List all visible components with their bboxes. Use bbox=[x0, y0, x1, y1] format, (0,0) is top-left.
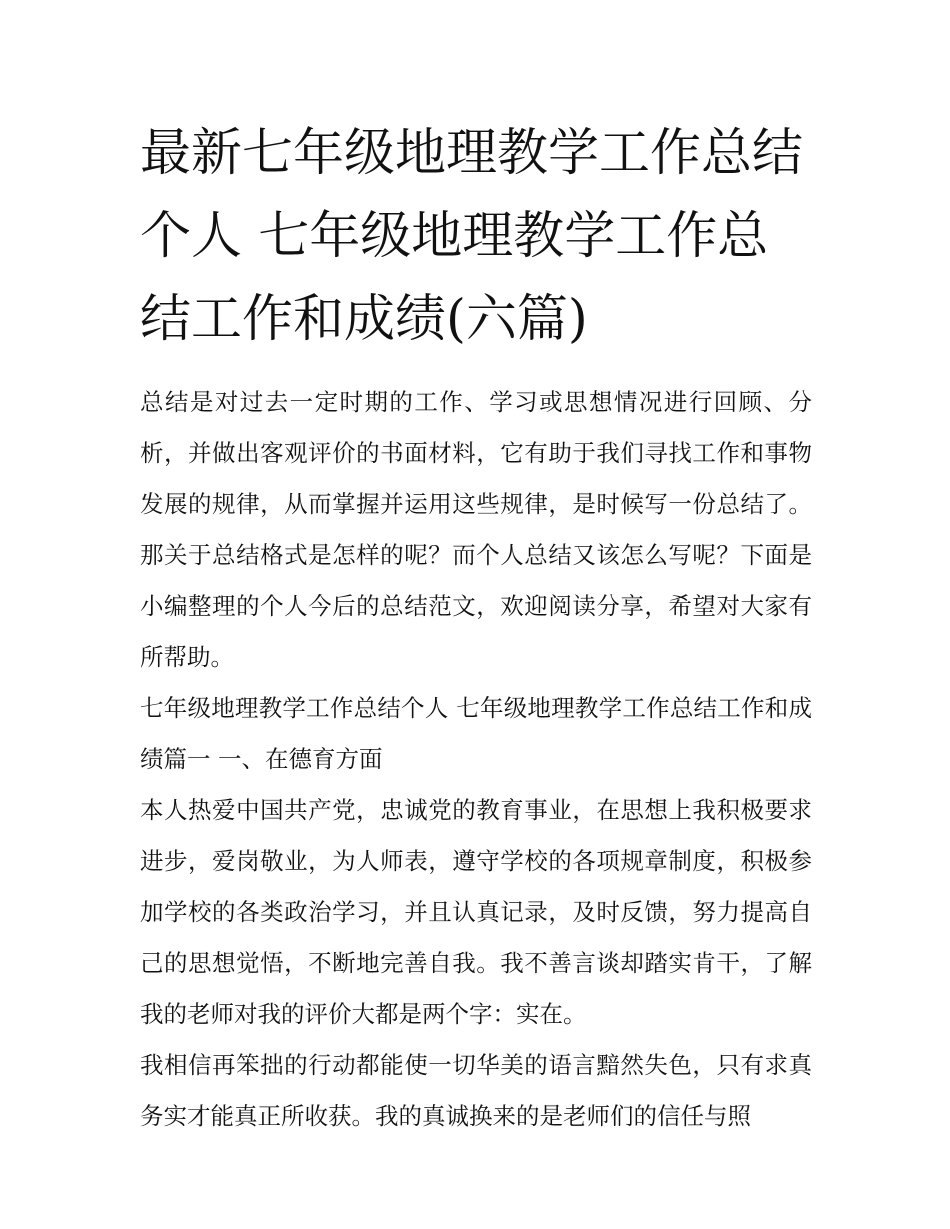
document-title: 最新七年级地理教学工作总结个人 七年级地理教学工作总结工作和成绩(六篇) bbox=[140, 124, 804, 349]
section-heading-paragraph: 七年级地理教学工作总结个人 七年级地理教学工作总结工作和成绩篇一 一、在德育方面 bbox=[140, 694, 812, 773]
title-spacer bbox=[140, 361, 812, 377]
belief-paragraph: 我相信再笨拙的行动都能使一切华美的语言黯然失色，只有求真务实才能真正所收获。我的真诚换来的是老师们的信任与照 bbox=[140, 1051, 812, 1130]
intro-paragraph: 总结是对过去一定时期的工作、学习或思想情况进行回顾、分析，并做出客观评价的书面材料，它有助于我们寻找工作和事物发展的规律，从而掌握并运用这些规律，是时候写一份总结了。那关于总结格式是怎样的呢？而个人总结又该怎么写呢？下面是小编整理的个人今后的总结范文，欢迎阅读分享，希望对大家有所帮助。 bbox=[140, 388, 812, 671]
moral-education-paragraph: 本人热爱中国共产党，忠诚党的教育事业，在思想上我积极要求进步，爱岗敬业，为人师表，遵守学校的各项规章制度，积极参加学校的各类政治学习，并且认真记录，及时反馈，努力提高自己的思想觉悟，不断地完善自我。我不善言谈却踏实肯干，了解我的老师对我的评价大都是两个字：实在。 bbox=[140, 796, 812, 1028]
document-content bbox=[140, 112, 812, 1142]
